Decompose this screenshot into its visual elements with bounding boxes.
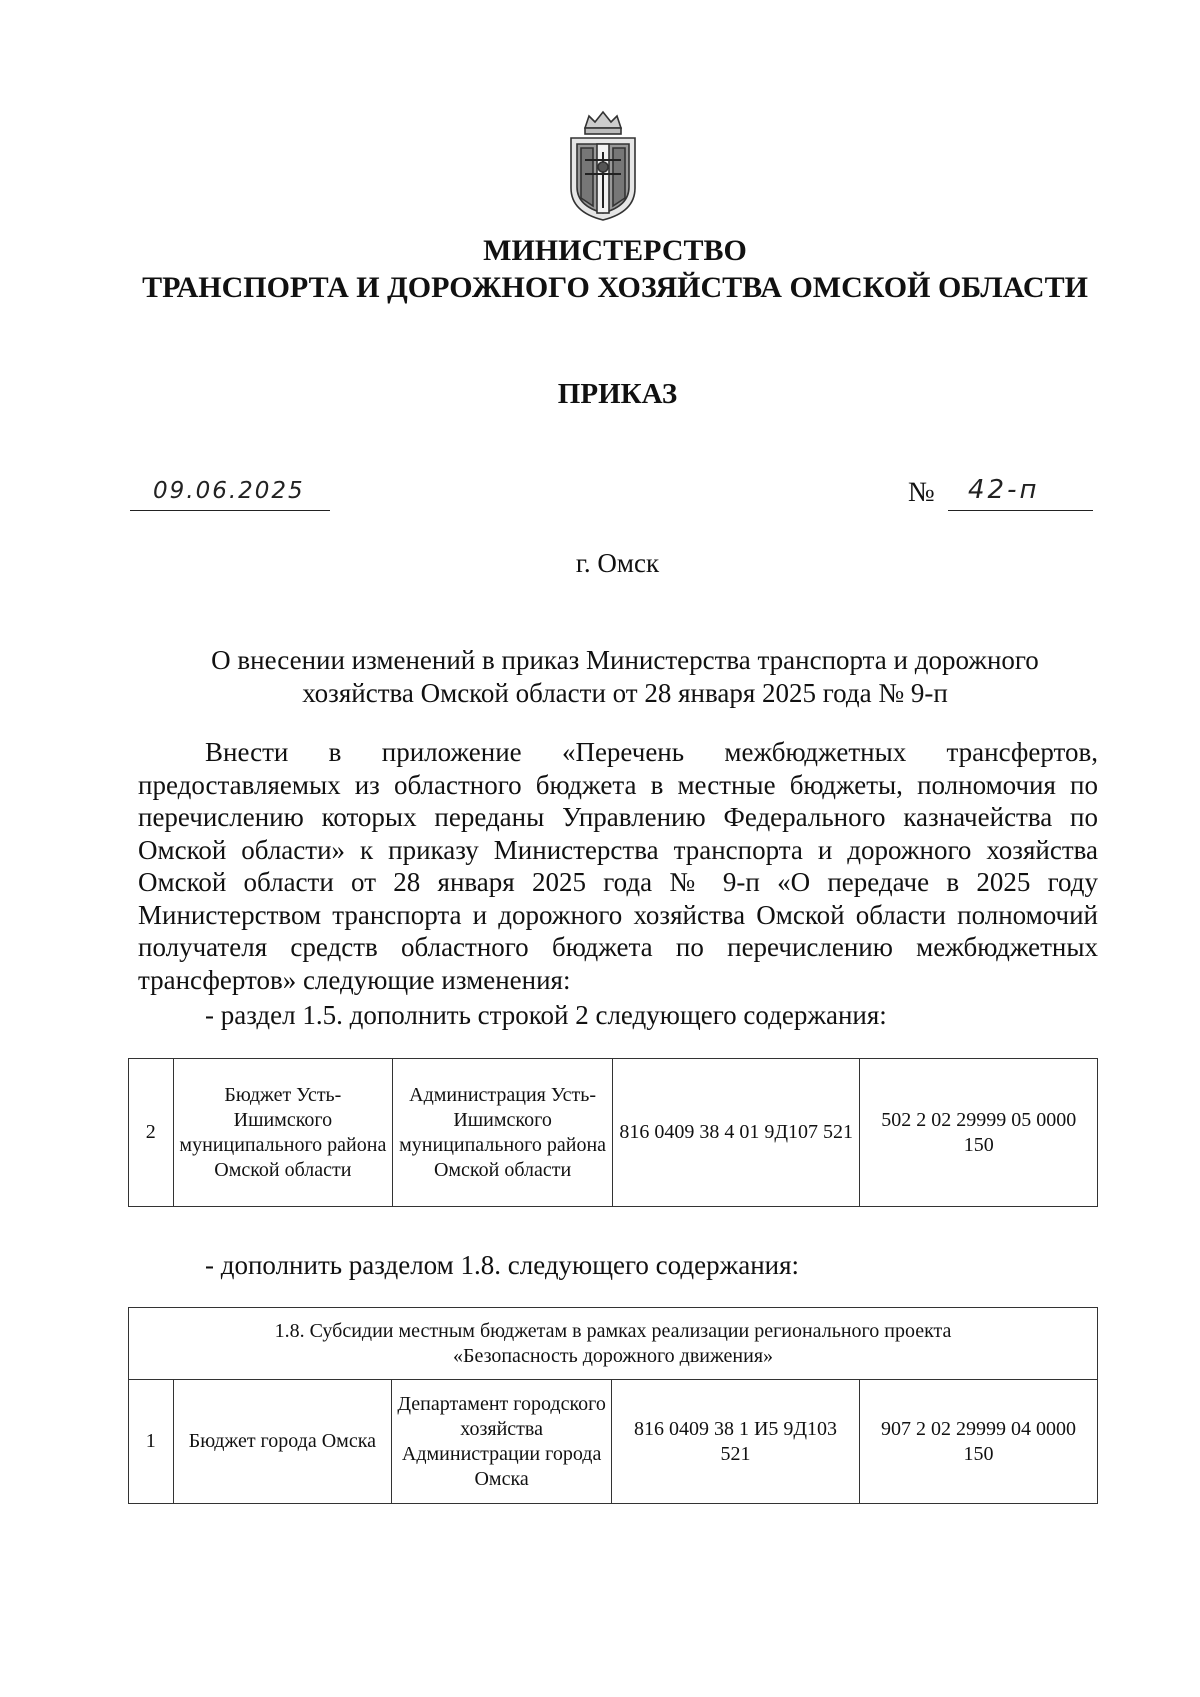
document-date-field xyxy=(130,478,330,511)
section-header-cell: 1.8. Субсидии местным бюджетам в рамках реализации регионального проекта «Безопасность дорожного движения» xyxy=(129,1308,1098,1380)
number-sign: № xyxy=(908,477,935,508)
budget-cell: Бюджет города Омска xyxy=(173,1380,392,1504)
row-number: 2 xyxy=(129,1059,174,1207)
administration-cell: Департамент городского хозяйства Администрации города Омска xyxy=(392,1380,612,1504)
table-row xyxy=(129,1380,1098,1504)
budget-cell: Бюджет Усть-Ишимского муниципального района Омской области xyxy=(173,1059,393,1207)
document-number-field xyxy=(908,475,1093,511)
table-row xyxy=(129,1059,1098,1207)
city: г. Омск xyxy=(575,548,660,578)
change-item-2: - дополнить разделом 1.8. следующего содержания: xyxy=(205,1250,800,1280)
code-cell: 816 0409 38 4 01 9Д107 521 xyxy=(612,1059,859,1207)
order-subject xyxy=(140,644,1110,710)
code-cell: 816 0409 38 1 И5 9Д103 521 xyxy=(612,1380,860,1504)
table-section-1-5 xyxy=(128,1058,1098,1207)
subject-line2: хозяйства Омской области от 28 января 2025 года № 9-п xyxy=(302,678,948,708)
subject-line1: О внесении изменений в приказ Министерства транспорта и дорожного xyxy=(211,645,1039,675)
kbk-cell: 502 2 02 29999 05 0000 150 xyxy=(860,1059,1098,1207)
row-number: 1 xyxy=(129,1380,174,1504)
administration-cell: Администрация Усть-Ишимского муниципального района Омской области xyxy=(393,1059,613,1207)
change-item-1: - раздел 1.5. дополнить строкой 2 следующего содержания: xyxy=(205,1000,887,1030)
order-body xyxy=(138,736,1098,996)
document-type-title: ПРИКАЗ xyxy=(557,378,678,410)
ministry-name-line1: МИНИСТЕРСТВО xyxy=(483,234,747,267)
document-date: 09.06.2025 xyxy=(153,478,305,504)
coat-of-arms-icon xyxy=(563,108,643,224)
document-number: 42-п xyxy=(968,475,1040,505)
body-paragraph: Внести в приложение «Перечень межбюджетных трансфертов, предоставляемых из областного бюджета в местные бюджеты, полномочия по перечислению которых переданы Управлению Федерального казначейства по Омской области» к приказу Министерства транспорта и дорожного хозяйства Омской области от 28 января 2025 года № 9-п «О передаче в 2025 году Министерством транспорта и дорожного хозяйства Омской области полномочий получателя средств областного бюджета по перечислению межбюджетных трансфертов» следующие изменения: xyxy=(138,737,1098,995)
ministry-name-line2: ТРАНСПОРТА И ДОРОЖНОГО ХОЗЯЙСТВА ОМСКОЙ ОБЛАСТИ xyxy=(142,271,1088,304)
table-section-header-row xyxy=(129,1308,1098,1380)
ministry-name xyxy=(0,232,1200,307)
kbk-cell: 907 2 02 29999 04 0000 150 xyxy=(859,1380,1097,1504)
table-section-1-8 xyxy=(128,1307,1098,1504)
